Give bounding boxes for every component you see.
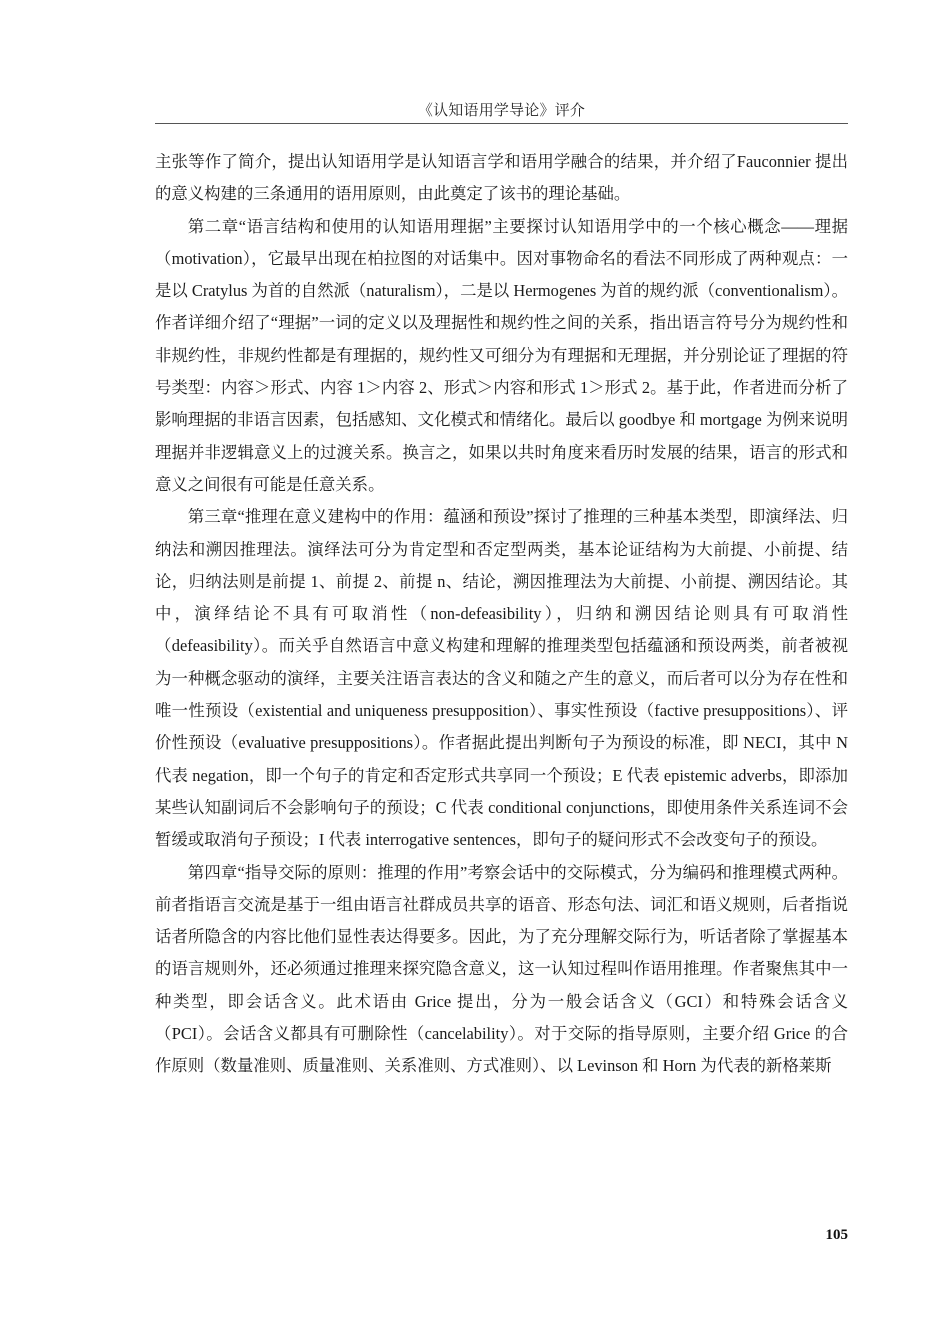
paragraph-continuation: 主张等作了简介，提出认知语用学是认知语言学和语用学融合的结果，并介绍了Fauconnier 提出的意义构建的三条通用的语用原则，由此奠定了该书的理论基础。 [155, 152, 848, 204]
running-header-title: 《认知语用学导论》评介 [417, 103, 586, 119]
header-rule-divider [155, 123, 848, 124]
article-body [155, 146, 848, 1083]
paragraph-chapter-two: 第二章“语言结构和使用的认知语用理据”主要探讨认知语用学中的一个核心概念——理据（motivation），它最早出现在柏拉图的对话集中。因对事物命名的看法不同形成了两种观点：一是以 Cratylus 为首的自然派（naturalism），二是以 Hermogenes 为首的规约派（conventionalism）。作者详细介绍了“理据”一词的定义以及理据性和规约性之间的关系，指出语言符号分为规约性和非规约性，非规约性都是有理据的，规约性又可细分为有理据和无理据，并分别论证了理据的符号类型：内容＞形式、内容 1＞内容 2、形式＞内容和形式 1＞形式 2。基于此，作者进而分析了影响理据的非语言因素，包括感知、文化模式和情绪化。最后以 goodbye 和 mortgage 为例来说明理据并非逻辑意义上的过渡关系。换言之，如果以共时角度来看历时发展的结果，语言的形式和意义之间很有可能是任意关系。 [155, 216, 848, 494]
paragraph-chapter-four: 第四章“指导交际的原则：推理的作用”考察会话中的交际模式，分为编码和推理模式两种。前者指语言交流是基于一组由语言社群成员共享的语音、形态句法、词汇和语义规则，后者指说话者所隐含的内容比他们显性表达得要多。因此，为了充分理解交际行为，听话者除了掌握基本的语言规则外，还必须通过推理来探究隐含意义，这一认知过程叫作语用推理。作者聚焦其中一种类型，即会话含义。此术语由 Grice 提出，分为一般会话含义（GCI）和特殊会话含义（PCI）。会话含义都具有可删除性（cancelability）。对于交际的指导原则，主要介绍 Grice 的合作原则（数量准则、质量准则、关系准则、方式准则）、以 Levinson 和 Horn 为代表的新格莱斯 [155, 862, 848, 1076]
paragraph-chapter-three: 第三章“推理在意义建构中的作用：蕴涵和预设”探讨了推理的三种基本类型，即演绎法、归纳法和溯因推理法。演绎法可分为肯定型和否定型两类，基本论证结构为大前提、小前提、结论，归纳法则是前提 1、前提 2、前提 n、结论，溯因推理法为大前提、小前提、溯因结论。其中，演绎结论不具有可取消性（non-defeasibility），归纳和溯因结论则具有可取消性（defeasibility）。而关乎自然语言中意义构建和理解的推理类型包括蕴涵和预设两类，前者被视为一种概念驱动的演绎，主要关注语言表达的含义和随之产生的意义，而后者可以分为存在性和唯一性预设（existential and uniqueness presupposition）、事实性预设（factive presuppositions）、评价性预设（evaluative presuppositions）。作者据此提出判断句子为预设的标准，即 NECI，其中 N 代表 negation，即一个句子的肯定和否定形式共享同一个预设；E 代表 epistemic adverbs，即添加某些认知副词后不会影响句子的预设；C 代表 conditional conjunctions，即使用条件关系连词不会暂缓或取消句子预设；I 代表 interrogative sentences，即句子的疑问形式不会改变句子的预设。 [155, 507, 848, 850]
page-number: 105 [825, 1227, 848, 1243]
